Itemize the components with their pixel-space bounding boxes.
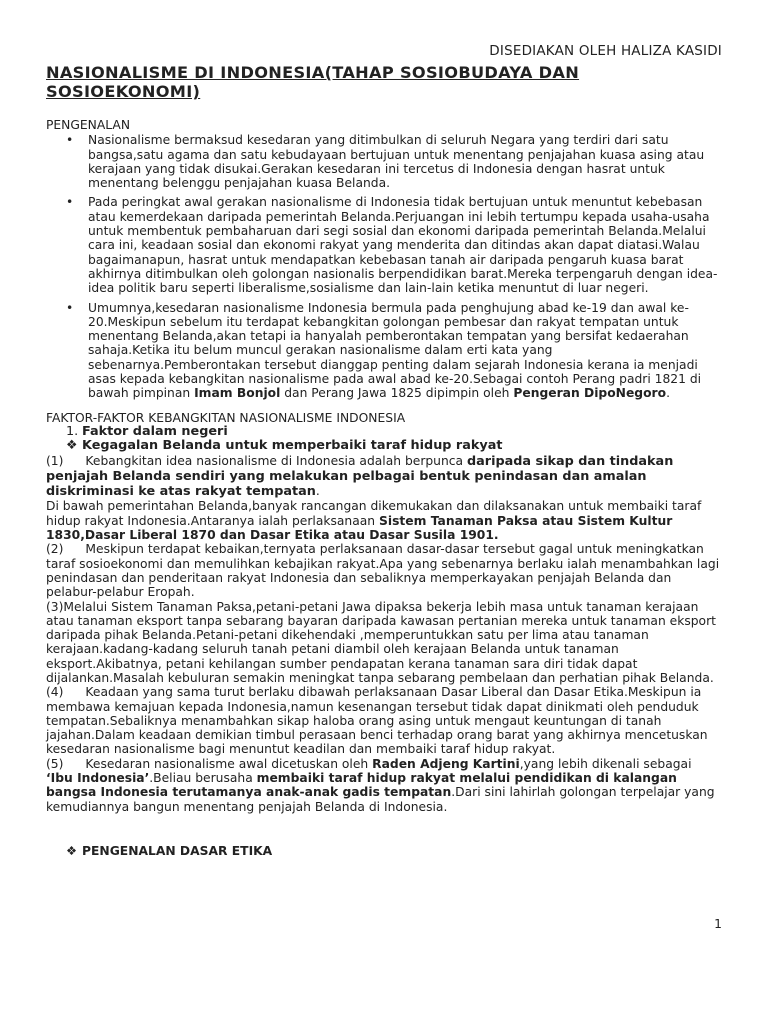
list-number: 1.	[66, 423, 79, 439]
list-item: • Nasionalisme bermaksud kesedaran yang ditimbulkan di seluruh Negara yang terdiri dari satu bangsa,satu agama dan satu kebudayaan bertujuan untuk menentang penjajahan kuasa asing atau kerajaan yang tidak disukai.Gerakan kesedaran ini tercetus di Indonesia dengan hasrat untuk menentang belenggu penjajahan kuasa Belanda.	[88, 133, 722, 190]
list-item	[88, 301, 722, 401]
subheading-kegagalan-belanda	[46, 439, 722, 453]
paragraph-number: (4)	[46, 685, 64, 700]
bold-text-imam-bonjol: Imam Bonjol	[194, 386, 281, 401]
text-run: .	[315, 484, 320, 499]
paragraph-number: (1)	[46, 453, 64, 468]
paragraph-2	[46, 499, 722, 542]
section-heading-pengenalan: PENGENALAN	[46, 118, 131, 132]
text-run: Kesedaran nasionalisme awal dicetuskan oleh	[85, 756, 373, 771]
text-run: dan Perang Jawa 1825 dipimpin oleh	[280, 386, 514, 401]
paragraph-3	[46, 542, 722, 599]
paragraph-1	[46, 454, 722, 500]
bold-text: Sistem Tanaman Paksa atau Sistem Kultur 1830,Dasar Liberal 1870 dan Dasar Etika atau Dasar Susila 1901.	[46, 513, 673, 543]
paragraph-4: (3)Melalui Sistem Tanaman Paksa,petani-petani Jawa dipaksa bekerja lebih masa untuk tanaman kerajaan atau tanaman eksport tanpa sebarang bayaran daripada kawasan pertanian mereka untuk tanaman eksport daripada pihak Belanda.Petani-petani dikehendaki ,memperuntukkan satu per lima atau tanaman kerajaan.kadang-kadang seluruh tanah petani diambil oleh kerajaan Belanda untuk tanaman eksport.Akibatnya, petani kehilangan sumber pendapatan kerana tanaman sara diri tidak dapat dijalankan.Masalah kebuluran semakin meningkat tanpa sebarang pembelaan dan perhatian pihak Belanda.	[46, 599, 716, 685]
bold-text: daripada sikap dan tindakan penjajah Belanda sendiri yang melakukan pelbagai bentuk penindasan dan amalan diskriminasi ke atas rakyat tempatan	[46, 453, 674, 500]
bold-text-ibu-indonesia: ‘Ibu Indonesia’	[46, 771, 150, 786]
document-body	[46, 118, 722, 858]
diamond-bullet-icon: ❖	[66, 843, 78, 858]
bold-text-kartini: Raden Adjeng Kartini	[372, 756, 520, 771]
subheading-text: Kegagalan Belanda untuk memperbaiki taraf hidup rakyat	[82, 438, 503, 454]
section-heading-faktor: FAKTOR-FAKTOR KEBANGKITAN NASIONALISME INDONESIA	[46, 410, 406, 425]
text-run: .Beliau berusaha	[149, 771, 257, 786]
text-run: Keadaan yang sama turut berlaku dibawah perlaksanaan Dasar Liberal dan Dasar Etika.Meskipun ia membawa kemajuan kepada Indonesia,namun kesenangan tersebut tidak dapat dinikmati oleh penduduk tempatan.Sebaliknya menambahkan sikap haloba orang asing untuk mengaut keuntungan di tanah jajahan.Dalam keadaan demikian timbul perasaan benci terhadap orang barat yang akhirnya mencetuskan kesedaran nasionalisme bagi menuntut keadilan dan membaiki taraf hidup rakyat.	[46, 685, 708, 757]
subheading-dasar-etika	[46, 844, 722, 858]
bold-text-diponegoro: Pengeran DipoNegoro	[513, 386, 667, 401]
bold-text: membaiki taraf hidup rakyat melalui pendidikan di kalangan bangsa Indonesia terutamanya anak-anak gadis tempatan	[46, 771, 677, 800]
author-line: DISEDIAKAN OLEH HALIZA KASIDI	[489, 43, 722, 59]
page-title: NASIONALISME DI INDONESIA(TAHAP SOSIOBUDAYA DAN SOSIOEKONOMI)	[46, 63, 580, 101]
paragraph-number: (5)	[46, 756, 64, 771]
pengenalan-list	[46, 133, 722, 400]
paragraph-5	[46, 685, 722, 756]
paragraph-6	[46, 757, 722, 814]
text-run: Di bawah pemerintahan Belanda,banyak rancangan dikemukakan dan dilaksanakan untuk membaiki taraf hidup rakyat Indonesia.Antaranya ialah perlaksanaan	[46, 499, 702, 528]
subheading-faktor-dalam-negeri	[46, 425, 722, 439]
text-run: .Dari sini lahirlah golongan terpelajar yang kemudiannya bangun menentang penjajah Belanda di Indonesia.	[46, 785, 715, 814]
subheading-text: Faktor dalam negeri	[82, 423, 228, 439]
subheading-text: PENGENALAN DASAR ETIKA	[82, 843, 273, 858]
text-run: Meskipun terdapat kebaikan,ternyata perlaksanaan dasar-dasar tersebut gagal untuk meningkatkan taraf sosioekonomi dan memulihkan kebajikan rakyat.Apa yang sebenarnya berlaku ialah menambahkan lagi penindasan dan penderitaan rakyat Indonesia dan sebaliknya memperkayakan penjajah Belanda dan pelabur-pelabur Eropah.	[46, 542, 720, 600]
text-run: Kebangkitan idea nasionalisme di Indonesia adalah berpunca	[85, 453, 467, 468]
text-run: .	[666, 386, 670, 401]
text-run: Umumnya,kesedaran nasionalisme Indonesia bermula pada penghujung abad ke-19 dan awal ke-20.Meskipun sebelum itu terdapat kebangkitan golongan pembesar dan rakyat tempatan untuk menentang Belanda,akan tetapi ia hanyalah pemberontakan tempatan yang bersifat kedaerahan sahaja.Ketika itu belum muncul gerakan nasionalisme dalam erti kata yang sebenarnya.Pemberontakan tersebut dianggap penting dalam sejarah Indonesia kerana ia menjadi asas kepada kebangkitan nasionalisme pada awal abad ke-20.Sebagai contoh Perang padri 1821 di bawah pimpinan	[88, 300, 702, 401]
list-item: • Pada peringkat awal gerakan nasionalisme di Indonesia tidak bertujuan untuk menuntut kebebasan atau kemerdekaan daripada pemerintah Belanda.Perjuangan ini lebih tertumpu kepada usaha-usaha untuk membentuk pembaharuan dari segi sosial dan ekonomi daripada pemerintah Belanda.Melalui cara ini, keadaan sosial dan ekonomi rakyat yang menderita dan ditindas akan dapat diatasi.Walau bagaimanapun, hasrat untuk mendapatkan kebebasan tanah air daripada pengaruh kuasa barat akhirnya ditimbulkan oleh golongan nasionalis berpendidikan barat.Mereka terpengaruh dengan idea-idea politik baru seperti liberalisme,sosialisme dan lain-lain ketika menuntut di luar negeri.	[88, 195, 722, 295]
page-number: 1	[714, 917, 722, 931]
paragraph-number: (2)	[46, 542, 64, 557]
text-run: ,yang lebih dikenali sebagai	[519, 756, 692, 771]
diamond-bullet-icon: ❖	[66, 438, 78, 454]
